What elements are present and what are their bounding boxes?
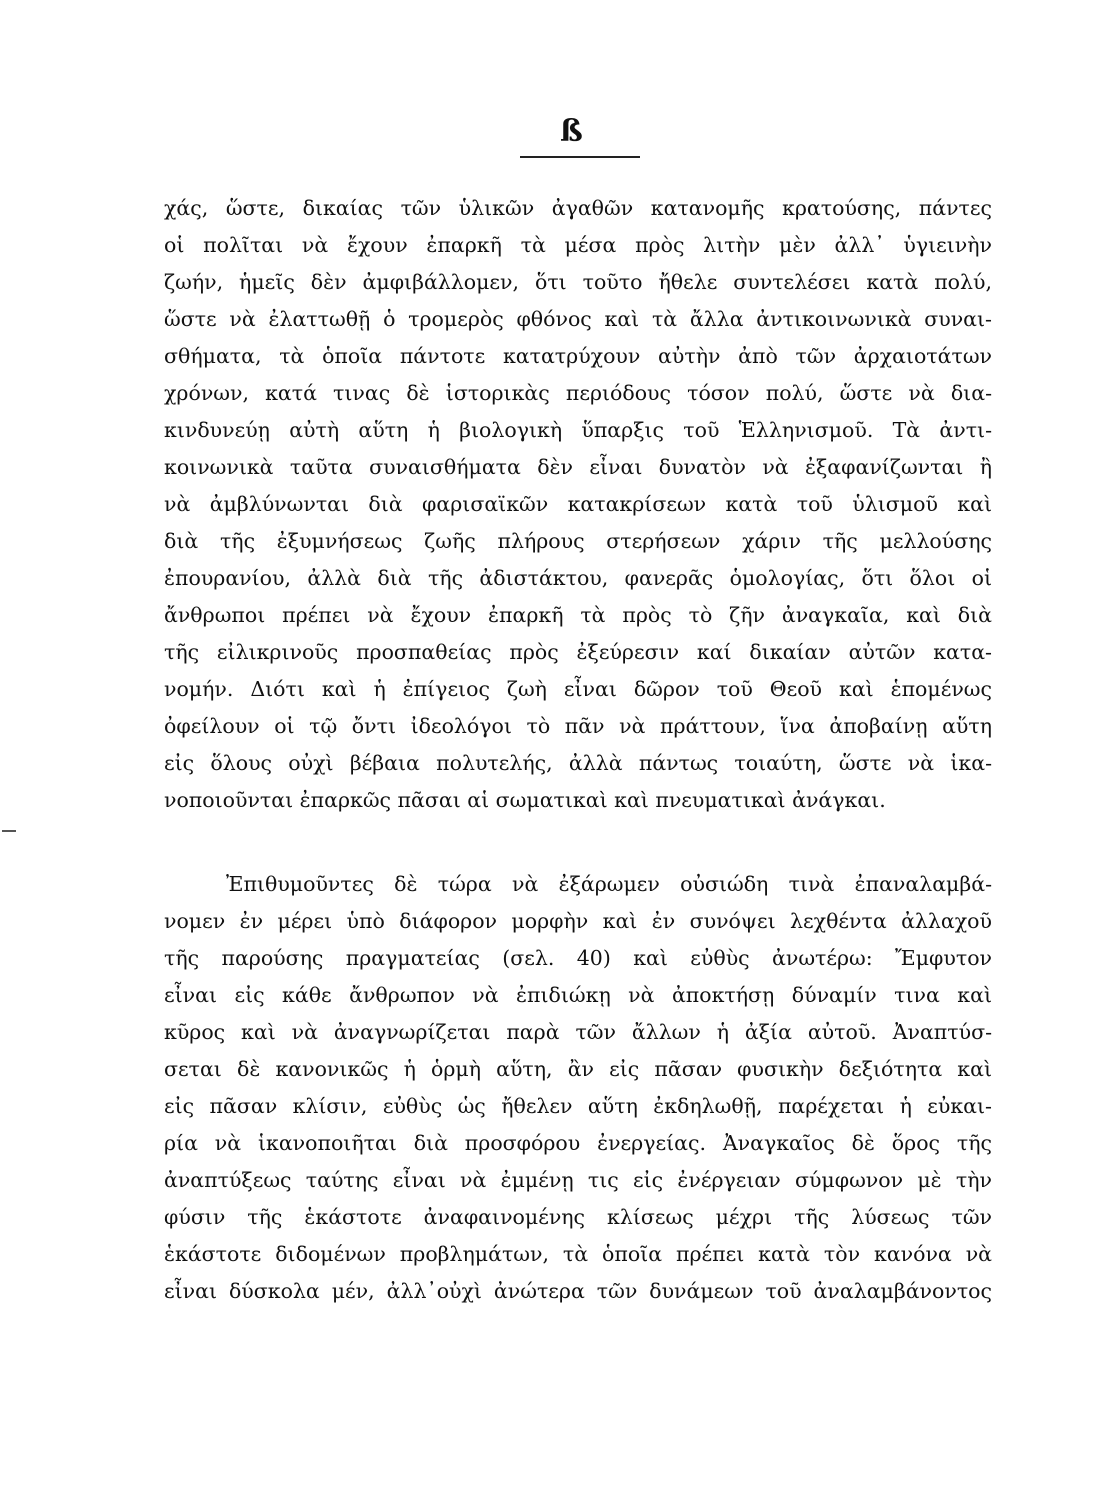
page-number: ß bbox=[560, 114, 583, 149]
page-header bbox=[520, 112, 640, 162]
text-line: εἰς ὅλους οὐχὶ βέβαια πολυτελής, ἀλλὰ πάντως τοιαύτη, ὥστε νὰ ἱκα- bbox=[164, 751, 992, 775]
text-line: ἄνθρωποι πρέπει νὰ ἔχουν ἐπαρκῆ τὰ πρὸς τὸ ζῆν ἀναγκαῖα, καὶ διὰ bbox=[164, 603, 992, 627]
text-line: νομήν. Διότι καὶ ἡ ἐπίγειος ζωὴ εἶναι δῶρον τοῦ Θεοῦ καὶ ἑπομένως bbox=[164, 677, 992, 701]
text-line: διὰ τῆς ἐξυμνήσεως ζωῆς πλήρους στερήσεων χάριν τῆς μελλούσης bbox=[164, 529, 992, 553]
paragraph-2 bbox=[164, 866, 992, 1310]
text-line: χρόνων, κατά τινας δὲ ἱστορικὰς περιόδους τόσον πολύ, ὥστε νὰ δια- bbox=[164, 381, 992, 405]
text-line: φύσιν τῆς ἑκάστοτε ἀναφαινομένης κλίσεως μέχρι τῆς λύσεως τῶν bbox=[164, 1205, 992, 1229]
header-rule bbox=[520, 156, 640, 158]
text-line: ἀναπτύξεως ταύτης εἶναι νὰ ἐμμένῃ τις εἰς ἐνέργειαν σύμφωνον μὲ τὴν bbox=[164, 1168, 992, 1192]
text-line: κῦρος καὶ νὰ ἀναγνωρίζεται παρὰ τῶν ἄλλων ἡ ἀξία αὐτοῦ. Ἀναπτύσ- bbox=[164, 1020, 992, 1044]
text-line: κοινωνικὰ ταῦτα συναισθήματα δὲν εἶναι δυνατὸν νὰ ἐξαφανίζωνται ἢ bbox=[164, 455, 992, 479]
text-line: εἰς πᾶσαν κλίσιν, εὐθὺς ὡς ἤθελεν αὕτη ἐκδηλωθῇ, παρέχεται ἡ εὐκαι- bbox=[164, 1094, 992, 1118]
text-line: ἑκάστοτε διδομένων προβλημάτων, τὰ ὁποῖα πρέπει κατὰ τὸν κανόνα νὰ bbox=[164, 1242, 992, 1266]
text-line: τῆς εἰλικρινοῦς προσπαθείας πρὸς ἐξεύρεσιν καί δικαίαν αὐτῶν κατα- bbox=[164, 640, 992, 664]
text-line: οἱ πολῖται νὰ ἔχουν ἐπαρκῆ τὰ μέσα πρὸς λιτὴν μὲν ἀλλ᾽ ὑγιεινὴν bbox=[164, 233, 992, 257]
text-line: ὥστε νὰ ἐλαττωθῇ ὁ τρομερὸς φθόνος καὶ τὰ ἄλλα ἀντικοινωνικὰ συναι- bbox=[164, 307, 992, 331]
text-line: ρία νὰ ἱκανοποιῆται διὰ προσφόρου ἐνεργείας. Ἀναγκαῖος δὲ ὅρος τῆς bbox=[164, 1131, 992, 1155]
text-line: εἶναι δύσκολα μέν, ἀλλ᾽οὐχὶ ἀνώτερα τῶν δυνάμεων τοῦ ἀναλαμβάνοντος bbox=[164, 1279, 992, 1303]
text-line: νὰ ἀμβλύνωνται διὰ φαρισαϊκῶν κατακρίσεων κατὰ τοῦ ὑλισμοῦ καὶ bbox=[164, 492, 992, 516]
text-line: ὀφείλουν οἱ τῷ ὄντι ἰδεολόγοι τὸ πᾶν νὰ πράττουν, ἵνα ἀποβαίνῃ αὕτη bbox=[164, 714, 992, 738]
text-line: ἐπουρανίου, ἀλλὰ διὰ τῆς ἀδιστάκτου, φανερᾶς ὁμολογίας, ὅτι ὅλοι οἱ bbox=[164, 566, 992, 590]
margin-mark bbox=[2, 830, 16, 832]
paragraph-1 bbox=[164, 190, 992, 819]
text-line: κινδυνεύῃ αὐτὴ αὕτη ἡ βιολογικὴ ὕπαρξις τοῦ Ἑλληνισμοῦ. Τὰ ἀντι- bbox=[164, 418, 992, 442]
text-line: χάς, ὥστε, δικαίας τῶν ὑλικῶν ἀγαθῶν κατανομῆς κρατούσης, πάντες bbox=[164, 196, 992, 220]
text-line: τῆς παρούσης πραγματείας (σελ. 40) καὶ εὐθὺς ἀνωτέρω: Ἔμφυτον bbox=[164, 946, 992, 970]
text-line: σεται δὲ κανονικῶς ἡ ὁρμὴ αὕτη, ἂν εἰς πᾶσαν φυσικὴν δεξιότητα καὶ bbox=[164, 1057, 992, 1081]
text-line: νοποιοῦνται ἐπαρκῶς πᾶσαι αἱ σωματικαὶ καὶ πνευματικαὶ ἀνάγκαι. bbox=[164, 788, 886, 812]
text-line: Ἐπιθυμοῦντες δὲ τώρα νὰ ἐξάρωμεν οὐσιώδη τινὰ ἐπαναλαμβά- bbox=[226, 872, 992, 896]
text-line: σθήματα, τὰ ὁποῖα πάντοτε κατατρύχουν αὐτὴν ἀπὸ τῶν ἀρχαιοτάτων bbox=[164, 344, 992, 368]
text-line: ζωήν, ἡμεῖς δὲν ἀμφιβάλλομεν, ὅτι τοῦτο ἤθελε συντελέσει κατὰ πολύ, bbox=[164, 270, 992, 294]
text-line: εἶναι εἰς κάθε ἄνθρωπον νὰ ἐπιδιώκῃ νὰ ἀποκτήσῃ δύναμίν τινα καὶ bbox=[164, 983, 992, 1007]
text-line: νομεν ἐν μέρει ὑπὸ διάφορον μορφὴν καὶ ἐν συνόψει λεχθέντα ἀλλαχοῦ bbox=[164, 909, 992, 933]
